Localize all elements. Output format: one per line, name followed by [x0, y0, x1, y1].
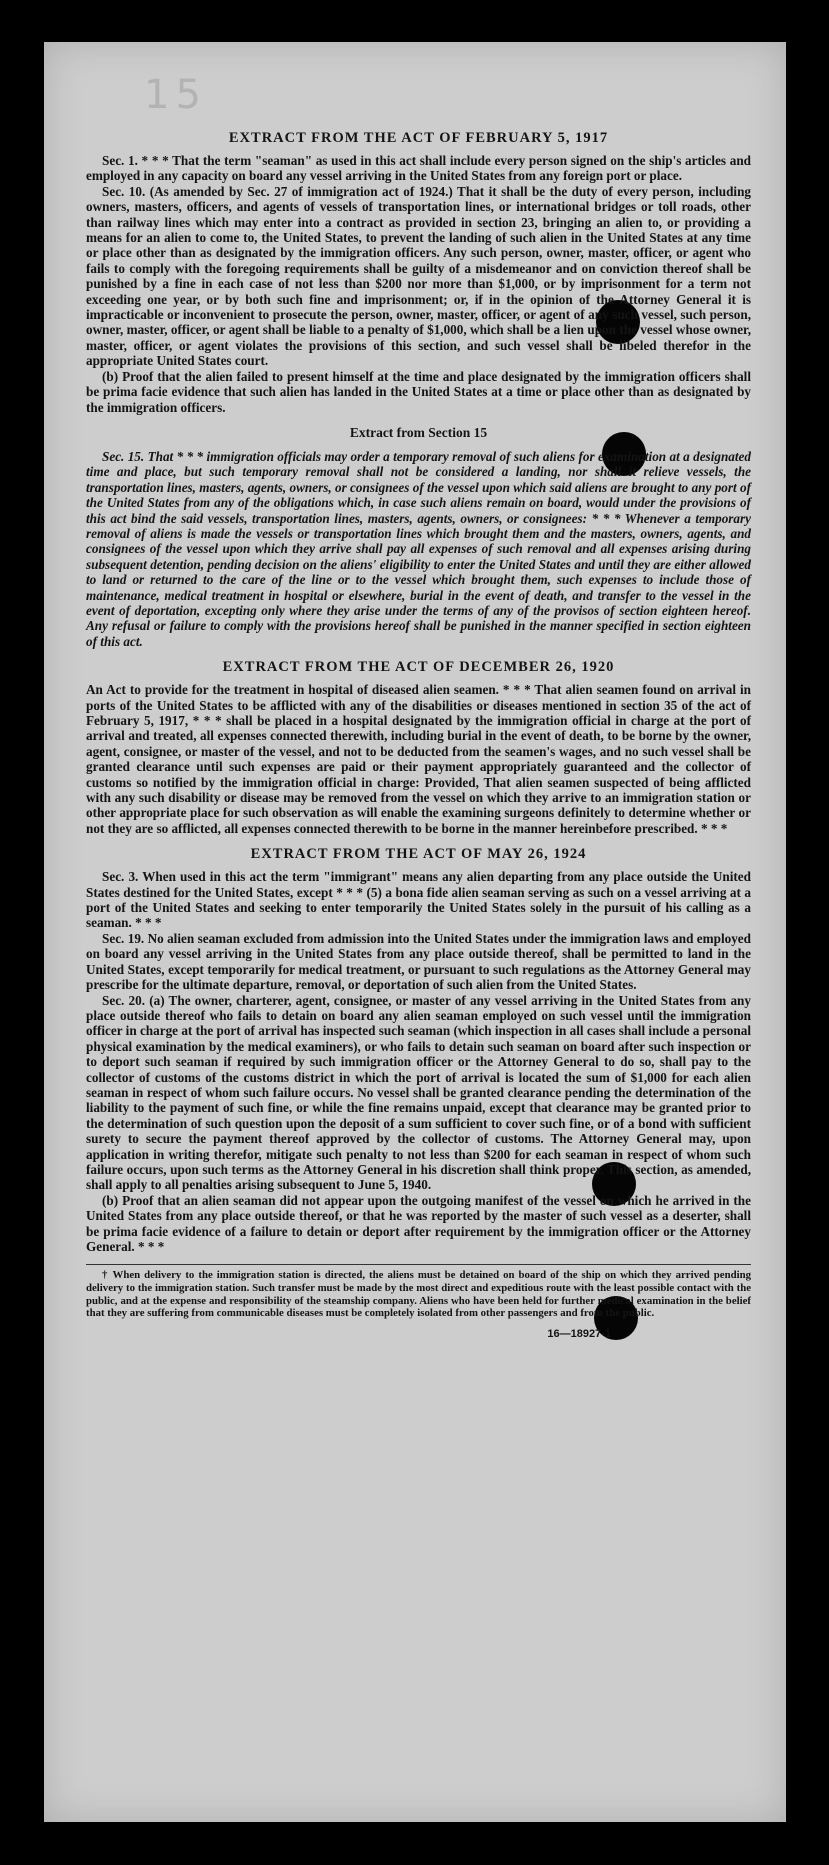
section-15 — [86, 425, 751, 649]
act-1924-sec20a: Sec. 20. (a) The owner, charterer, agent, consignee, or master of any vessel arriving in the United States from any place outside thereof who fails to detain on board any alien seaman employed on such vessel until the immigration officer in charge at the port of arrival has inspected such seaman (which inspection in all cases shall include a personal physical examination by the medical examiners), or who fails to detain such seaman on board after such inspection or to deport such seaman if required by such immigration officer or the Attorney General to do so, shall pay to the collector of customs of the customs district in which the port of arrival is located the sum of $1,000 for each alien seaman in respect of whom such failure occurs. No vessel shall be granted clearance pending the determination of the liability to the payment of such fine, or while the fine remains unpaid, except that clearance may be granted prior to the determination of such question upon the deposit of a sum sufficient to cover such fine, or of a bond with sufficient surety to secure the payment thereof approved by the collector of customs. The Attorney General may, upon application in writing therefor, mitigate such penalty to not less than $200 for each seaman in respect of whom such failure occurs, upon such terms as the Attorney General in his discretion shall think proper. This section, as amended, shall apply to all penalties arising subsequent to June 5, 1940. — [86, 992, 751, 1193]
act-1917-section — [86, 130, 751, 415]
document-page — [44, 42, 786, 1822]
act-1917-sec10: Sec. 10. (As amended by Sec. 27 of immigration act of 1924.) That it shall be the duty of every person, including owners, masters, officers, and agents of vessels of transportation lines, or international bridges or toll roads, other than railway lines which may enter into a contract as provided in section 23, bringing an alien to, or providing a means for an alien to come to, the United States, to prevent the landing of such alien in the United States at any time or place other than as designated by the immigration officers. Any such person, owner, master, officer, or agent who fails to comply with the foregoing requirements shall be guilty of a misdemeanor and on conviction thereof shall be punished by a fine in each case of not less than $200 nor more than $1,000, or by imprisonment for a term not exceeding one year, or by both such fine and imprisonment; or, if in the opinion of the Attorney General it is impracticable or inconvenient to prosecute the person, owner, master, officer, or agent of any such vessel, such person, owner, master, officer, or agent shall be liable to a penalty of $1,000, which shall be a lien upon the vessel whose owner, master, officer, or agent violates the provisions of this section, and such vessel shall be libeled therefor in the appropriate United States court. — [86, 183, 751, 369]
act-1920-section — [86, 659, 751, 836]
act-1917-sec10b: (b) Proof that the alien failed to present himself at the time and place designated by the immigration officers shall be prima facie evidence that such alien has landed in the United States at a time or place other than as designated by the immigration officers. — [86, 368, 751, 415]
act-1920-text: An Act to provide for the treatment in hospital of diseased alien seamen. * * * That alien seamen found on arrival in ports of the United States to be afflicted with any of the disabilities or diseases mentioned in section 35 of the act of February 5, 1917, * * * shall be placed in a hospital designated by the immigration official in charge at the port of arrival and treated, all expenses connected therewith, including burial in the event of death, to be borne by the owner, agent, consignee, or master of the vessel, and not to be deducted from the seamen's wages, and no such vessel shall be granted clearance until such expenses are paid or their payment appropriately guaranteed and the collector of customs so notified by the immigration official in charge: Provided, That alien seamen suspected of being afflicted with any such disability or disease may be removed from the vessel on which they arrive to an immigration station or other appropriate place for such observation as will enable the examining surgeons definitely to determine whether or not they are so afflicted, all expenses connected therewith to be borne in the manner hereinbefore prescribed. * * * — [86, 682, 751, 836]
act-1924-sec20b: (b) Proof that an alien seaman did not appear upon the outgoing manifest of the vessel on which he arrived in the United States from any place outside thereof, or that he was reported by the master of such vessel as a deserter, shall be prima facie evidence of a failure to detain or deport after requirement by the immigration officer or the Attorney General. * * * — [86, 1192, 751, 1254]
act-1924-section — [86, 846, 751, 1254]
act-1917-heading: EXTRACT FROM THE ACT OF FEBRUARY 5, 1917 — [228, 130, 609, 146]
form-number: 16—18927-1 — [547, 1327, 611, 1340]
section-15-heading: Extract from Section 15 — [349, 424, 488, 440]
footnote-text: † When delivery to the immigration station is directed, the aliens must be detained on board of the ship on which they arrived pending delivery to the immigration station. Such transfer must be made by the most direct and expeditious route with the least possible contact with the public, and at the expense and responsibility of the steamship company. Aliens who have been held for further medical examination in the belief that they are suffering from communicable diseases must be completely isolated from other passengers and from the public. — [86, 1269, 751, 1320]
act-1924-sec19: Sec. 19. No alien seaman excluded from admission into the United States under the immigration laws and employed on board any vessel arriving in the United States from any place outside thereof, shall be permitted to land in the United States, except temporarily for medical treatment, or pursuant to such regulations as the Attorney General may prescribe for the ultimate departure, removal, or deportation of such alien from the United States. — [86, 930, 751, 993]
section-15-text: Sec. 15. That * * * immigration officials may order a temporary removal of such aliens for examination at a designated time and place, but such temporary removal shall not be considered a landing, nor shall it relieve vessels, the transportation lines, masters, agents, owners, or consignees of the vessel upon which said aliens are brought to any port of the United States from any of the obligations which, in case such aliens remain on board, would under the provisions of this act bind the said vessels, transportation lines, masters, agents, owners, or consignees: * * * Whenever a temporary removal of aliens is made the vessels or transportation lines which brought them and the masters, owners, agents, and consignees of the vessel upon which they arrive shall pay all expenses of such removal and all expenses arising during subsequent detention, pending decision on the aliens' eligibility to enter the United States and until they are either allowed to land or returned to the care of the line or to the vessel which brought them, such expenses to include those of maintenance, medical treatment in hospital or elsewhere, burial in the event of death, and transfer to the vessel in the event of deportation, excepting only where they arise under the terms of any of the provisos of section eighteen hereof. Any refusal or failure to comply with the provisions hereof shall be punished in the manner specified in section eighteen of this act. — [86, 448, 751, 649]
footnote — [86, 1264, 751, 1319]
document-body — [86, 130, 751, 1340]
act-1917-sec1: Sec. 1. * * * That the term "seaman" as used in this act shall include every person signed on the ship's articles and employed in any capacity on board any vessel arriving in the United States from any foreign port or place. — [86, 153, 751, 184]
handwritten-page-number: 15 — [144, 72, 207, 118]
act-1920-heading: EXTRACT FROM THE ACT OF DECEMBER 26, 1920 — [222, 659, 615, 676]
act-1924-sec3: Sec. 3. When used in this act the term "immigrant" means any alien departing from any place outside the United States destined for the United States, except * * * (5) a bona fide alien seaman serving as such on a vessel arriving at a port of the United States and seeking to enter temporarily the United States solely in the pursuit of his calling as a seaman. * * * — [86, 869, 751, 931]
act-1924-heading: EXTRACT FROM THE ACT OF MAY 26, 1924 — [250, 846, 587, 863]
